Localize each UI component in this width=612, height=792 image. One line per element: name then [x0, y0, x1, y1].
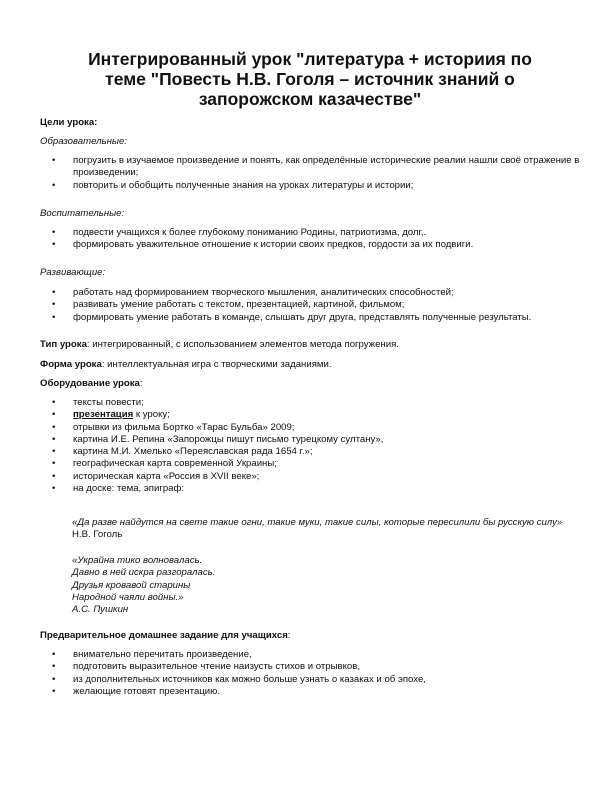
list-item: • работать над формированием творческого мышления, аналитических способностей;	[40, 287, 585, 299]
title-line: теме "Повесть Н.В. Гоголя – источник знаний о	[105, 69, 515, 89]
epigraph-line: Друзья кровавой старины	[72, 579, 191, 591]
list-item: • подготовить выразительное чтение наизусть стихов и отрывков,	[40, 661, 585, 673]
list-item: • на доске: тема, эпиграф:	[40, 483, 585, 495]
goals-heading: Цели урока:	[40, 117, 98, 128]
list-item: • картина И.Е. Репина «Запорожцы пишут письмо турецкому султану»,	[40, 434, 585, 446]
list-item: • подвести учащихся к более глубокому пониманию Родины, патриотизма, долг,.	[40, 227, 585, 239]
epigraph-line: Давно в ней искра разгоралась.	[72, 567, 216, 579]
list-item-text: к уроку;	[133, 409, 170, 421]
equipment-heading	[40, 378, 143, 390]
epigraph-author: А.С. Пушкин	[72, 604, 129, 616]
list-item: • повторить и обобщить полученные знания на уроках литературы и истории;	[40, 180, 585, 192]
equipment-label: Оборудование урока	[40, 378, 140, 389]
list-item: • географическая карта современной Украины;	[40, 458, 585, 470]
epigraph-gogol	[72, 517, 592, 542]
homework-colon: :	[287, 630, 291, 641]
list-item: • формировать умение работать в команде, слышать друг друга, представлять полученные результаты.	[40, 312, 585, 324]
equipment-list	[40, 397, 585, 495]
list-item: • развивать умение работать с текстом, презентацией, картиной, фильмом;	[40, 299, 585, 311]
list-item: • отрывки из фильма Бортко «Тарас Бульба» 2009;	[40, 422, 585, 434]
homework-list	[40, 649, 585, 698]
developing-label: Развивающие:	[40, 267, 106, 278]
educational-list	[40, 155, 585, 192]
list-item	[40, 409, 585, 421]
epigraph-text: «Да разве найдутся на свете такие огни, такие муки, такие силы, которые пересилили бы русскую силу»	[72, 517, 563, 528]
homework-heading	[40, 630, 290, 642]
title-line: запорожском казачестве"	[198, 89, 422, 109]
title-line: Интегрированный урок "литература + историия по	[88, 49, 532, 69]
upbringing-label: Воспитательные:	[40, 208, 125, 219]
list-item: • внимательно перечитать произведение,	[40, 649, 585, 661]
epigraph-line: «Украйна тико волновалась.	[72, 555, 203, 566]
lesson-type-text: : интегрированный, с использованием элементов метода погружения.	[86, 339, 399, 350]
list-item: • формировать уважительное отношение к истории своих предков, гордости за их подвиги.	[40, 239, 585, 251]
lesson-form-text: : интеллектуальная игра с творческими заданиями.	[101, 359, 332, 370]
presentation-link[interactable]: презентация	[73, 409, 134, 421]
epigraph-pushkin	[72, 555, 592, 616]
epigraph-line: Народной чаяли войны.»	[72, 591, 184, 603]
lesson-type-label: Тип урока	[40, 339, 87, 350]
lesson-form-label: Форма урока	[40, 359, 102, 370]
lesson-form	[40, 359, 332, 371]
list-item: • картина М.И. Хмелько «Переяславская рада 1654 г.»;	[40, 446, 585, 458]
epigraph-author: Н.В. Гоголь	[72, 529, 123, 541]
developing-list	[40, 287, 585, 324]
list-item: • историческая карта «Россия в XVII веке»;	[40, 471, 585, 483]
page-title	[40, 49, 580, 109]
equipment-colon: :	[139, 378, 143, 389]
upbringing-list	[40, 227, 585, 252]
lesson-type	[40, 339, 399, 351]
list-item: • желающие готовят презентацию.	[40, 686, 585, 698]
educational-label: Образовательные:	[40, 136, 127, 147]
list-item: • погрузить в изучаемое произведение и понять, как определённые исторические реалии нашли своё отражение в произведении;	[40, 155, 585, 180]
list-item: • тексты повести;	[40, 397, 585, 409]
homework-label: Предварительное домашнее задание для учащихся	[40, 630, 288, 641]
list-item: • из дополнительных источников как можно больше узнать о казаках и об эпохе,	[40, 674, 585, 686]
